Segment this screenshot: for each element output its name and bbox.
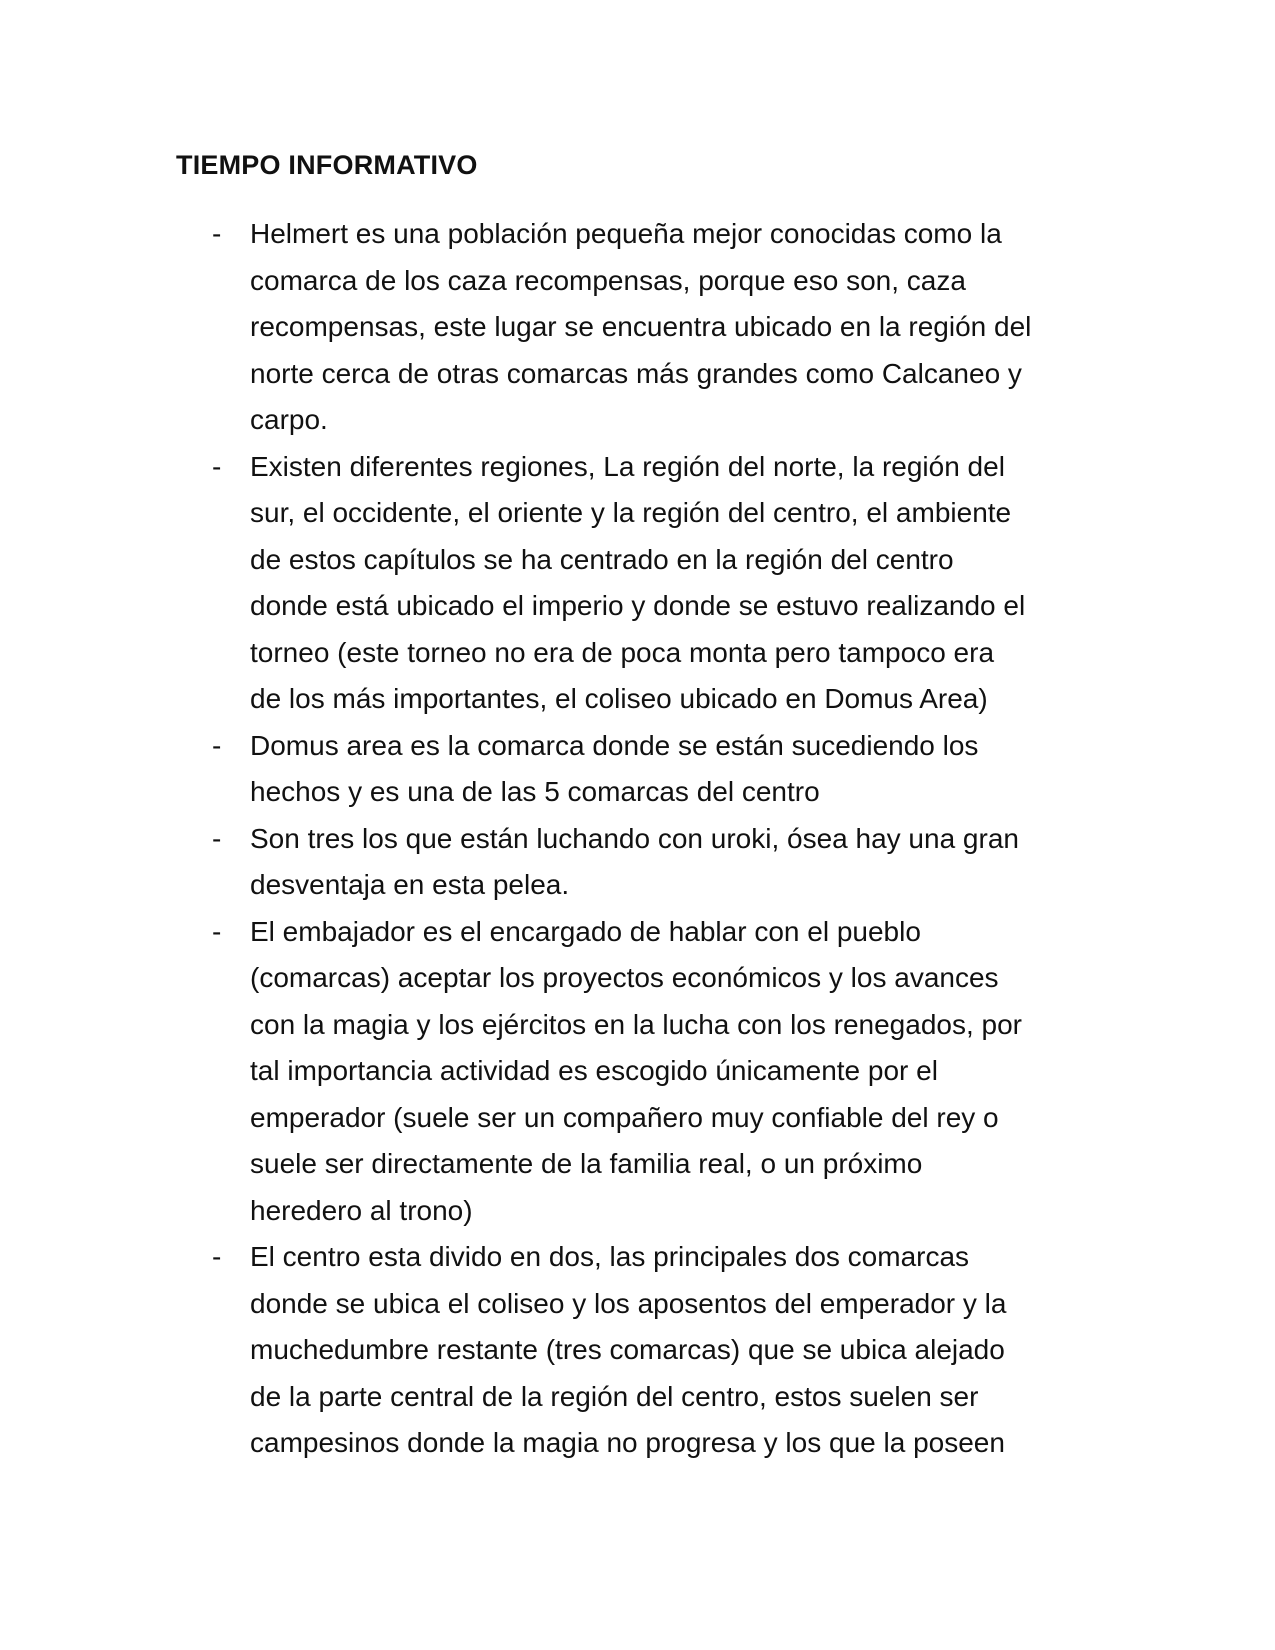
list-item-text: [250, 1234, 1100, 1467]
text-line: desventaja en esta pelea.: [250, 869, 570, 900]
bullet-dash: -: [212, 822, 222, 854]
list-item: [212, 1234, 1112, 1467]
text-line: recompensas, este lugar se encuentra ubicado en la región del: [250, 311, 1032, 342]
bullet-dash: -: [212, 218, 222, 249]
list-item-text: [250, 211, 1100, 444]
text-line: sur, el occidente, el oriente y la región del centro, el ambiente: [250, 497, 1012, 528]
list-item: [212, 211, 1112, 444]
bullet-dash: -: [212, 729, 222, 761]
text-line: campesinos donde la magia no progresa y los que la poseen: [250, 1427, 1005, 1458]
text-line: tal importancia actividad es escogido únicamente por el: [250, 1055, 938, 1086]
text-line: Son tres los que están luchando con uroki, ósea hay una gran: [250, 822, 1019, 854]
text-line: Domus area es la comarca donde se están sucediendo los: [250, 729, 979, 761]
document-title: TIEMPO INFORMATIVO: [176, 150, 478, 180]
list-item: [212, 816, 1112, 909]
text-line: donde está ubicado el imperio y donde se estuvo realizando el: [250, 590, 1026, 621]
text-line: muchedumbre restante (tres comarcas) que se ubica alejado: [250, 1334, 1005, 1365]
bullet-dash: -: [212, 1241, 222, 1272]
text-line: comarca de los caza recompensas, porque eso son, caza: [250, 264, 966, 296]
bullet-dash: -: [212, 915, 222, 947]
text-line: norte cerca de otras comarcas más grandes como Calcaneo y: [250, 357, 1022, 389]
text-line: emperador (suele ser un compañero muy confiable del rey o: [250, 1101, 999, 1133]
text-line: El centro esta divido en dos, las principales dos comarcas: [250, 1241, 970, 1272]
text-line: Existen diferentes regiones, La región del norte, la región del: [250, 450, 1005, 482]
list-item-text: [250, 909, 1100, 1235]
list-item: [212, 909, 1112, 1235]
text-line: de la parte central de la región del centro, estos suelen ser: [250, 1380, 979, 1412]
text-line: El embajador es el encargado de hablar con el pueblo: [250, 915, 921, 947]
list-item-text: [250, 444, 1100, 723]
text-line: de estos capítulos se ha centrado en la región del centro: [250, 543, 954, 575]
text-line: carpo.: [250, 404, 328, 435]
bullet-dash: -: [212, 450, 222, 482]
list-item-text: [250, 816, 1100, 909]
text-line: heredero al trono): [250, 1194, 473, 1226]
text-line: con la magia y los ejércitos en la lucha con los renegados, por: [250, 1008, 1022, 1040]
bullet-list: [212, 211, 1112, 1467]
text-line: (comarcas) aceptar los proyectos económicos y los avances: [250, 962, 999, 993]
list-item: [212, 723, 1112, 816]
text-line: suele ser directamente de la familia real, o un próximo: [250, 1148, 923, 1179]
text-line: hechos y es una de las 5 comarcas del centro: [250, 776, 820, 807]
list-item-text: [250, 723, 1100, 816]
text-line: donde se ubica el coliseo y los aposentos del emperador y la: [250, 1287, 1007, 1319]
text-line: torneo (este torneo no era de poca monta pero tampoco era: [250, 636, 995, 668]
text-line: Helmert es una población pequeña mejor conocidas como la: [250, 218, 1002, 249]
list-item: [212, 444, 1112, 723]
text-line: de los más importantes, el coliseo ubicado en Domus Area): [250, 683, 988, 714]
